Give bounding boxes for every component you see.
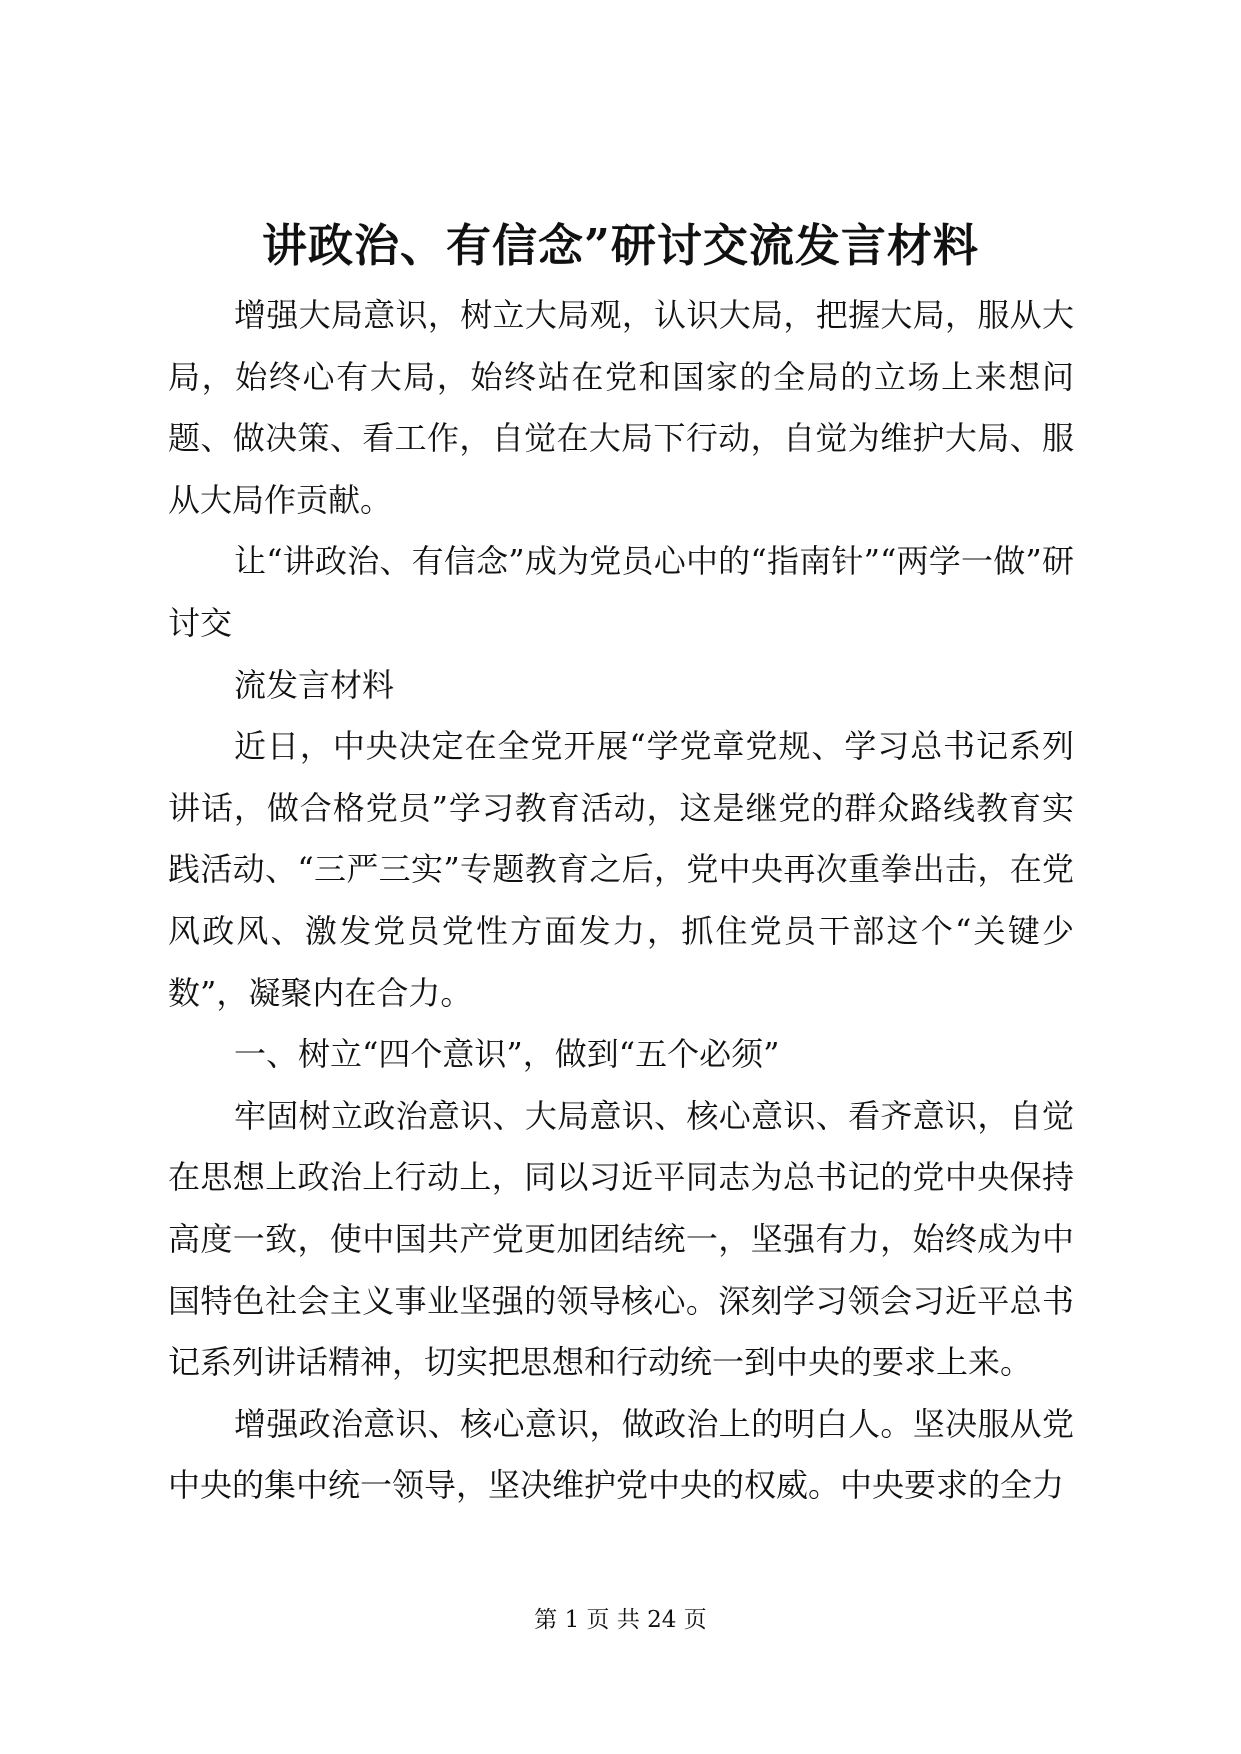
paragraph-1: 增强大局意识，树立大局观，认识大局，把握大局，服从大局，始终心有大局，始终站在党和国家的全局的立场上来想问题、做决策、看工作，自觉在大局下行动，自觉为维护大局、服从大局作贡献。: [168, 296, 1074, 519]
section-heading-1: 一、树立“四个意识”，做到“五个必须”: [234, 1035, 780, 1074]
document-body: [168, 285, 1074, 1517]
paragraph-5: 牢固树立政治意识、大局意识、核心意识、看齐意识，自觉在思想上政治上行动上，同以习近平同志为总书记的党中央保持高度一致，使中国共产党更加团结统一，坚强有力，始终成为中国特色社会主义事业坚强的领导核心。深刻学习领会习近平总书记系列讲话精神，切实把思想和行动统一到中央的要求上来。: [168, 1096, 1074, 1382]
paragraph-2: 让“讲政治、有信念”成为党员心中的“指南针”“两学一做”研讨交: [168, 542, 1074, 642]
document-title: 讲政治、有信念”研讨交流发言材料: [262, 219, 979, 272]
page-footer: 第 1 页 共 24 页: [534, 1607, 707, 1633]
paragraph-4: 近日，中央决定在全党开展“学党章党规、学习总书记系列讲话，做合格党员”学习教育活动，这是继党的群众路线教育实践活动、“三严三实”专题教育之后，党中央再次重拳出击，在党风政风、激发党员党性方面发力，抓住党员干部这个“关键少数”，凝聚内在合力。: [168, 727, 1074, 1012]
paragraph-3: 流发言材料: [234, 665, 395, 704]
paragraph-6: 增强政治意识、核心意识，做政治上的明白人。坚决服从党中央的集中统一领导，坚决维护党中央的权威。中央要求的全力: [168, 1404, 1074, 1505]
